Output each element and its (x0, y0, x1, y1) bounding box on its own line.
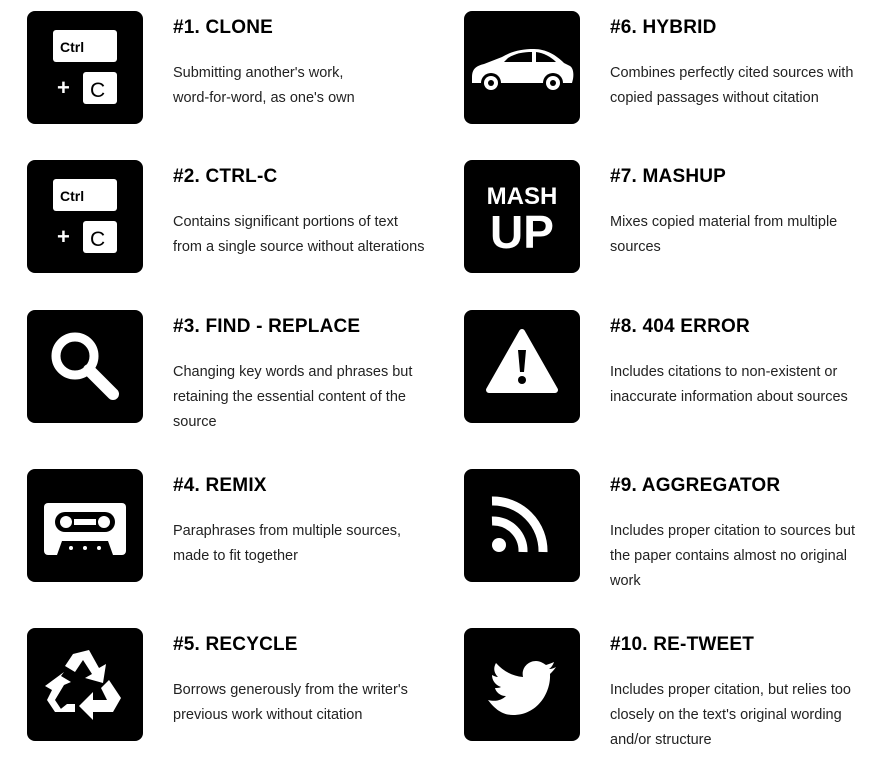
plus-sign: + (57, 224, 70, 249)
item-description: Submitting another's work, word-for-word, as one's own (173, 65, 355, 106)
mashup-line-1: MASH (486, 183, 558, 210)
item-title: #3. FIND - REPLACE (173, 316, 361, 337)
warning-icon (464, 310, 580, 423)
hybrid-car-icon (464, 11, 580, 124)
item-description: Changing key words and phrases but retaining the essential content of the source (173, 364, 413, 430)
c-key-label: C (90, 79, 106, 102)
item-clone (27, 11, 447, 141)
ctrl-c-keys-icon (27, 160, 143, 273)
item-ctrl-c (27, 160, 447, 290)
ctrl-key-label: Ctrl (60, 188, 85, 204)
item-404-error (464, 310, 872, 440)
item-description: Contains significant portions of text from a single source without alterations (173, 214, 425, 255)
plus-sign: + (57, 75, 70, 100)
twitter-bird-icon (464, 628, 580, 741)
item-hybrid (464, 11, 872, 141)
mashup-line-2: UP (490, 206, 554, 258)
item-description: Paraphrases from multiple sources, made to fit together (173, 523, 402, 564)
item-re-tweet (464, 628, 872, 758)
item-description: Includes citations to non-existent or inaccurate information about sources (610, 364, 848, 405)
item-title: #7. MASHUP (610, 166, 727, 187)
item-title: #10. RE-TWEET (610, 634, 755, 655)
item-title: #6. HYBRID (610, 17, 717, 38)
item-title: #2. CTRL-C (173, 166, 278, 187)
ctrl-key-label: Ctrl (60, 39, 85, 55)
mashup-text-icon (464, 160, 580, 273)
rss-feed-icon (464, 469, 580, 582)
item-remix (27, 469, 447, 599)
item-mashup (464, 160, 872, 290)
ctrl-c-keys-icon (27, 11, 143, 124)
item-description: Includes proper citation to sources but the paper contains almost no original work (610, 523, 856, 589)
item-title: #8. 404 ERROR (610, 316, 750, 337)
item-title: #1. CLONE (173, 17, 273, 38)
magnifier-icon (27, 310, 143, 423)
item-description: Borrows generously from the writer's previous work without citation (173, 682, 408, 723)
cassette-tape-icon (27, 469, 143, 582)
item-find-replace (27, 310, 447, 440)
item-recycle (27, 628, 447, 758)
item-aggregator (464, 469, 872, 599)
item-description: Includes proper citation, but relies too closely on the text's original wording and/or structure (610, 682, 851, 748)
item-description: Mixes copied material from multiple sources (610, 214, 838, 255)
item-title: #5. RECYCLE (173, 634, 298, 655)
item-title: #4. REMIX (173, 475, 267, 496)
c-key-label: C (90, 228, 106, 251)
item-description: Combines perfectly cited sources with copied passages without citation (610, 65, 854, 106)
recycle-icon (27, 628, 143, 741)
item-title: #9. AGGREGATOR (610, 475, 781, 496)
